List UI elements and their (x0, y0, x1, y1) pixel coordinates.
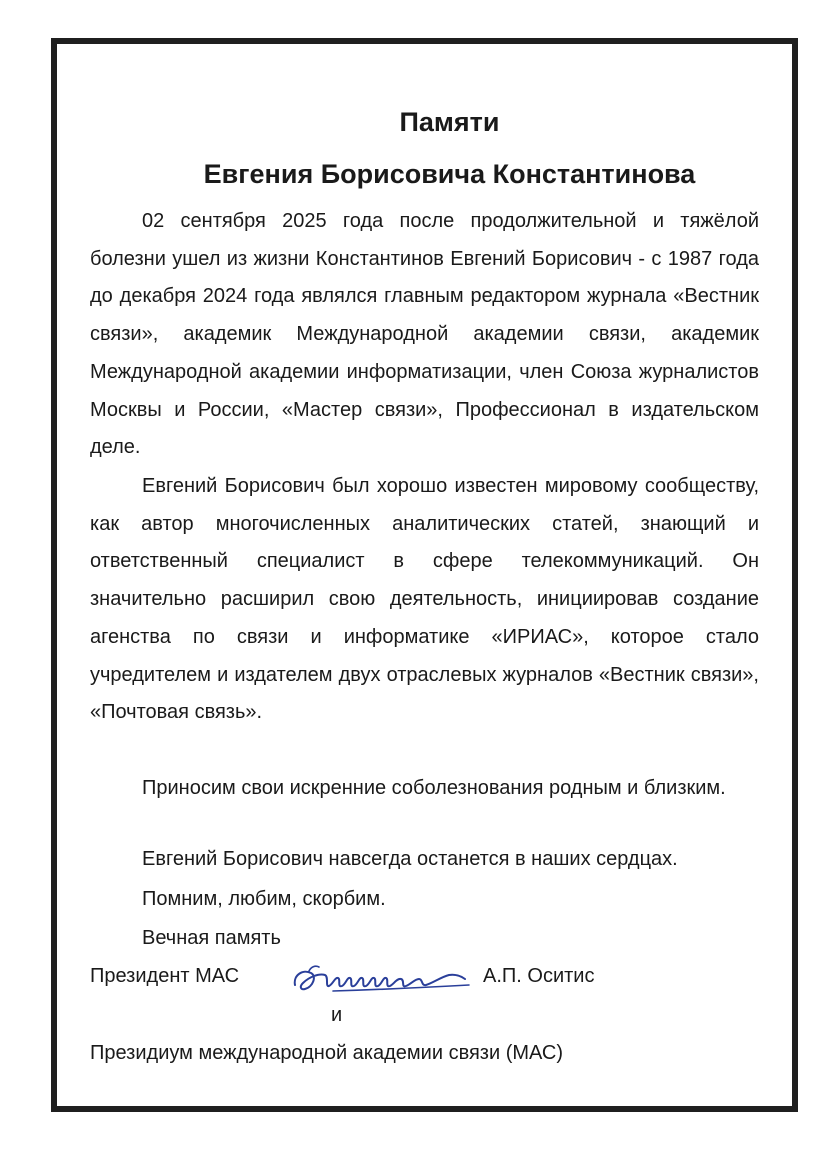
closing-line: Вечная память (142, 927, 281, 949)
paragraph-condolences: Приносим свои искренние соболезнования родным и близким. (142, 777, 726, 799)
memorial-heading: Памяти (399, 107, 500, 137)
signatory-title: Президент МАС (90, 965, 240, 987)
closing-line: Помним, любим, скорбим. (142, 888, 386, 910)
signatory-name: А.П. Оситис (483, 965, 595, 987)
conjunction-text: и (331, 1004, 343, 1026)
closing-line: Евгений Борисович навсегда останется в наших сердцах. (142, 848, 678, 870)
handwritten-signature (285, 957, 485, 999)
paragraph-career: Евгений Борисович был хорошо известен мировому сообществу, как автор многочисленных аналитических статей, знающий и ответственный специалист в сфере телекоммуникаций. Он значительно расширил свою деятельность, инициировав создание агенства по связи и информатике «ИРИАС», которое стало учредителем и издателем двух отраслевых журналов «Вестник связи», «Почтовая связь». (90, 475, 759, 724)
document-frame (51, 38, 798, 1112)
presidium-line: Президиум международной академии связи (МАС) (90, 1042, 564, 1064)
memorial-name-heading: Евгения Борисовича Константинова (203, 159, 696, 189)
paragraph-biography: 02 сентября 2025 года после продолжительной и тяжёлой болезни ушел из жизни Константинов Евгений Борисович - с 1987 года до декабря 2024 года являлся главным редактором журнала «Вестник связи», академик Международной академии связи, академик Международной академии информатизации, член Союза журналистов Москвы и России, «Мастер связи», Профессионал в издательском деле. (90, 210, 759, 459)
